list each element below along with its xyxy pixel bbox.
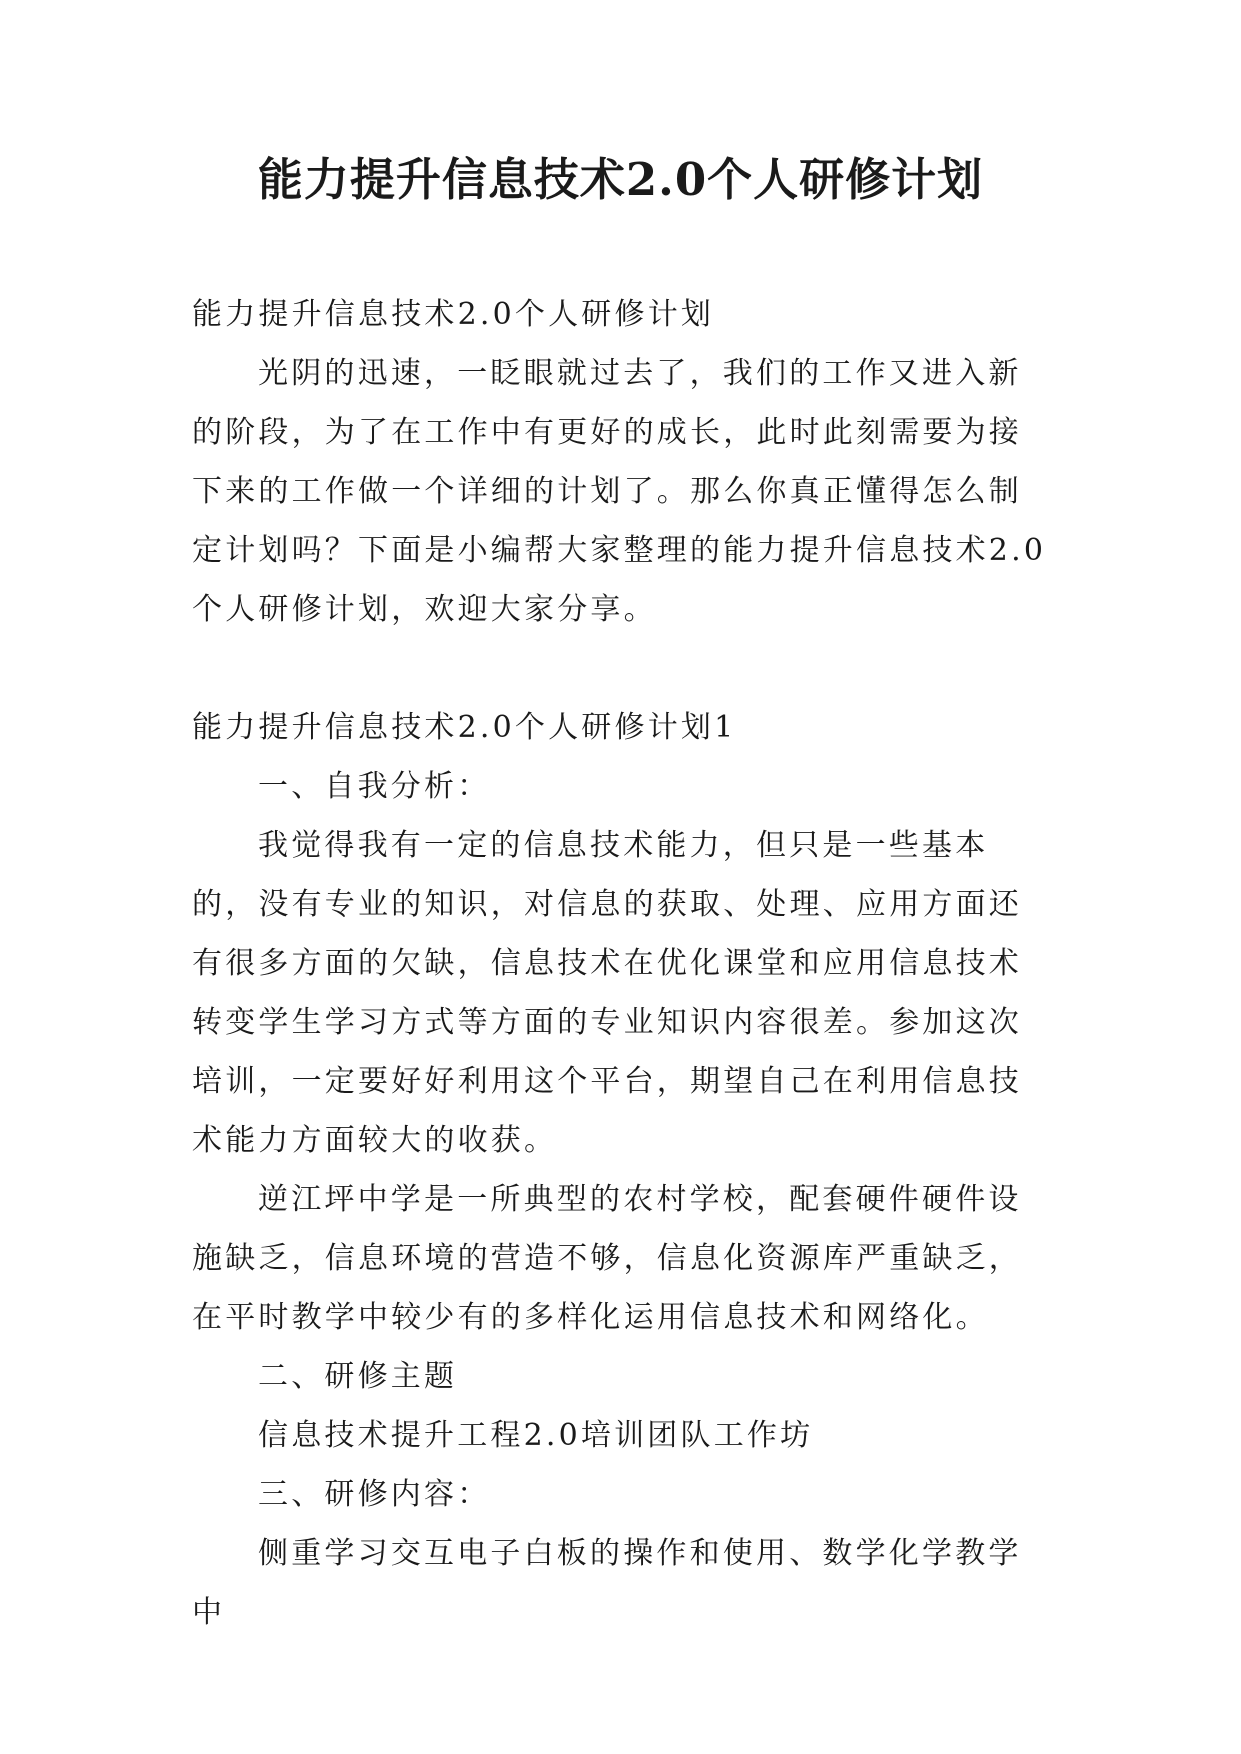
heading-self-analysis: 一、自我分析： <box>258 769 491 804</box>
intro-paragraph: 光阴的迅速，一眨眼就过去了，我们的工作又进入新的阶段，为了在工作中有更好的成长，此时此刻需要为接下来的工作做一个详细的计划了。那么你真正懂得怎么制定计划吗？下面是小编帮大家整理的能力提升信息技术2.0个人研修计划，欢迎大家分享。 <box>192 356 1047 627</box>
paragraph-self-analysis: 我觉得我有一定的信息技术能力，但只是一些基本的，没有专业的知识，对信息的获取、处理、应用方面还有很多方面的欠缺，信息技术在优化课堂和应用信息技术转变学生学习方式等方面的专业知识内容很差。参加这次培训，一定要好好利用这个平台，期望自己在利用信息技术能力方面较大的收获。 <box>192 828 1022 1158</box>
study-theme-text: 信息技术提升工程2.0培训团队工作坊 <box>258 1418 814 1453</box>
paragraph-study-content: 侧重学习交互电子白板的操作和使用、数学化学教学中 <box>192 1536 1022 1630</box>
spacer <box>192 639 1054 698</box>
section-title: 能力提升信息技术2.0个人研修计划 <box>192 297 715 332</box>
paragraph-school-context: 逆江坪中学是一所典型的农村学校，配套硬件硬件设施缺乏，信息环境的营造不够，信息化资源库严重缺乏，在平时教学中较少有的多样化运用信息技术和网络化。 <box>192 1182 1022 1335</box>
heading-study-theme: 二、研修主题 <box>258 1359 458 1394</box>
document-title: 能力提升信息技术2.0个人研修计划 <box>257 153 984 206</box>
section-title-1: 能力提升信息技术2.0个人研修计划1 <box>192 710 737 745</box>
document-body <box>192 285 1054 1642</box>
heading-study-content: 三、研修内容： <box>258 1477 491 1512</box>
